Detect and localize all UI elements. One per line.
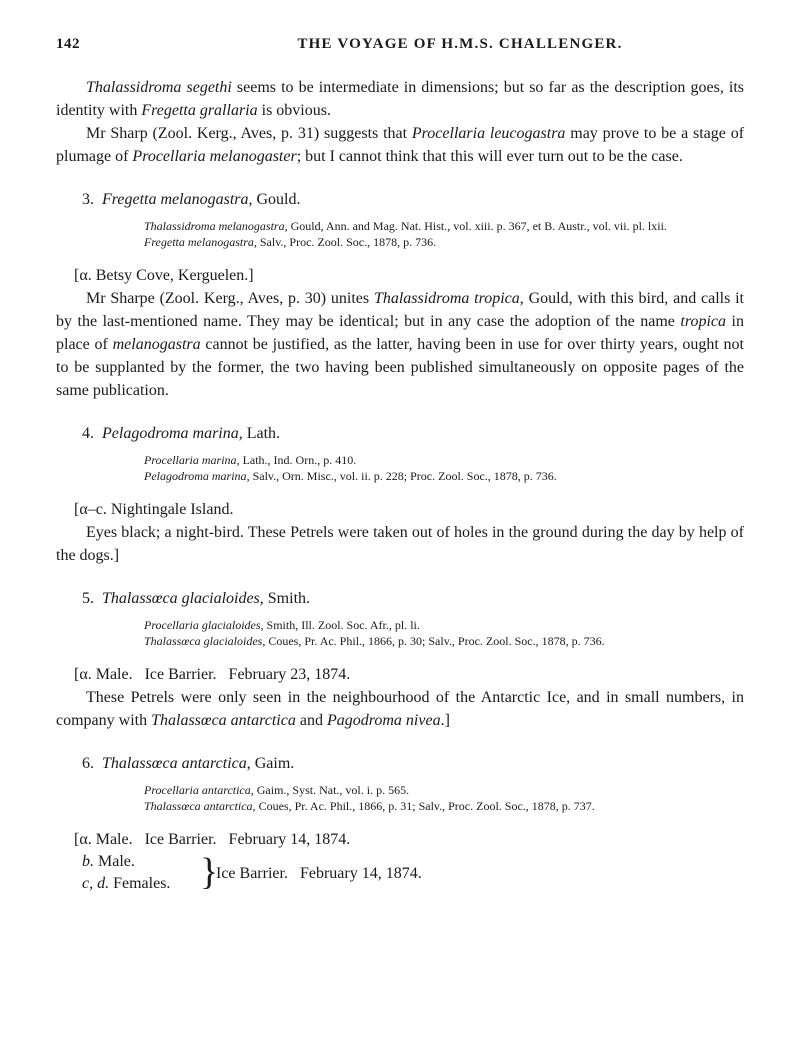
species-1-ref-0-run-0: Procellaria marina [144,453,237,467]
species-entry [56,402,744,567]
reference-line [144,218,744,234]
species-0-note-0-run-1: Thalassidroma tropica [373,290,520,307]
reference-line [144,452,744,468]
reference-line [144,468,744,484]
species-entry [56,567,744,732]
intro-paragraph-1 [56,76,744,122]
synonymy-references [144,452,744,484]
reference-line [144,234,744,250]
brace-right-text: Ice Barrier. February 14, 1874. [216,865,422,882]
species-author: , Gaim. [246,755,295,772]
species-2-ref-1-run-0: Thalassœca glacialoides [144,634,263,648]
species-note [56,686,744,732]
synonymy-references [144,617,744,649]
intro-p1-run-2: Fregetta grallaria [141,102,258,119]
species-name: Thalassœca antarctica [102,755,247,772]
species-2-ref-0-run-0: Procellaria glacialoides [144,618,261,632]
species-0-note-0-run-3: tropica [680,313,727,330]
species-3-ref-0-run-1: , Gaim., Syst. Nat., vol. i. p. 565. [250,783,410,797]
species-0-ref-0-run-1: , Gould, Ann. and Mag. Nat. Hist., vol. xiii. p. 367, et B. Austr., vol. vii. pl. lxii. [284,219,667,233]
species-number: 5. [82,590,94,607]
species-2-note-0-run-1: Thalassœca antarctica [151,712,296,729]
intro-p2-run-1: Procellaria leucogastra [411,125,566,142]
species-author: , Lath. [238,425,281,442]
species-1-ref-0-run-1: , Lath., Ind. Orn., p. 410. [236,453,357,467]
species-0-note-0-run-2: , Gould, with this bird, and calls it by the last-mentioned name. They may be identical; but in any case the adoption of the name [56,290,744,330]
species-2-note-0-run-0: These Petrels were only seen in the neighbourhood of the Antarctic Ice, and in small numbers, in company with [56,689,744,729]
species-author: , Smith. [259,590,311,607]
intro-p1-run-1: seems to be intermediate in dimensions; but so far as the description goes, its identity with [56,79,745,119]
specimen-cd-label: c, d. [82,875,110,892]
species-name: Thalassœca glacialoides [102,590,260,607]
species-heading [82,422,744,446]
species-heading [82,752,744,776]
species-name: Fregetta melanogastra [102,191,249,208]
species-2-note-0-run-3: Pagodroma nivea [326,712,441,729]
intro-p2-run-2: may prove to be a stage of plumage of [56,125,745,165]
species-2-note-0-run-4: .] [440,712,450,729]
intro-p2-run-3: Procellaria melanogaster [132,148,297,165]
synonymy-references [144,782,744,814]
species-number: 6. [82,755,94,772]
running-head: THE VOYAGE OF H.M.S. CHALLENGER. [297,36,623,52]
reference-line [144,798,744,814]
page-body [56,76,744,897]
page-header [56,36,744,58]
specimen-line: [α–c. Nightingale Island. [74,501,234,518]
species-author: , Gould. [248,191,301,208]
synonymy-references [144,218,744,250]
page-number: 142 [56,36,80,52]
species-0-note-0-run-5: melanogastra [112,336,201,353]
species-1-ref-1-run-1: , Salv., Orn. Misc., vol. ii. p. 228; Proc. Zool. Soc., 1878, p. 736. [246,469,557,483]
species-list [56,168,744,851]
species-heading [82,587,744,611]
specimen-cd-text: Females. [113,875,171,892]
species-number: 4. [82,425,94,442]
species-2-ref-1-run-1: , Coues, Pr. Ac. Phil., 1866, p. 30; Salv., Proc. Zool. Soc., 1878, p. 736. [262,634,605,648]
intro-paragraph-2 [56,122,744,168]
species-2-note-0-run-2: and [295,712,327,729]
specimen-brace-group [82,851,744,897]
species-0-ref-0-run-0: Thalassidroma melanogastra [144,219,285,233]
species-1-note-0-run-0: Eyes black; a night-bird. These Petrels were taken out of holes in the ground during the day by help of the dogs.] [56,524,744,564]
specimen-line: [α. Betsy Cove, Kerguelen.] [74,267,254,284]
species-number: 3. [82,191,94,208]
species-0-note-0-run-6: cannot be justified, as the latter, having been in use for over thirty years, ought not to be supplanted by the former, the two having been published simultaneously on opposite pages of the same publication. [56,336,745,399]
species-0-ref-1-run-1: , Salv., Proc. Zool. Soc., 1878, p. 736. [253,235,437,249]
species-note [56,521,744,567]
intro-p2-run-4: ; but I cannot think that this will ever turn out to be the case. [296,148,683,165]
species-3-ref-1-run-1: , Coues, Pr. Ac. Phil., 1866, p. 31; Salv., Proc. Zool. Soc., 1878, p. 737. [252,799,595,813]
species-3-ref-0-run-0: Procellaria antarctica [144,783,251,797]
species-0-ref-1-run-0: Fregetta melanogastra [144,235,254,249]
species-3-ref-1-run-0: Thalassœca antarctica [144,799,253,813]
specimen-b-label: b. [82,853,94,870]
species-heading [82,188,744,212]
specimen-line: [α. Male. Ice Barrier. February 23, 1874. [74,666,351,683]
intro-p1-run-3: is obvious. [257,102,331,119]
species-0-note-0-run-0: Mr Sharpe (Zool. Kerg., Aves, p. 30) unites [86,290,374,307]
species-2-ref-0-run-1: , Smith, Ill. Zool. Soc. Afr., pl. li. [260,618,420,632]
species-0-note-0-run-4: in place of [56,313,744,353]
curly-brace: } [200,851,219,893]
reference-line [144,782,744,798]
species-note [56,287,744,402]
specimen-line: [α. Male. Ice Barrier. February 14, 1874. [74,831,351,848]
species-name: Pelagodroma marina [102,425,239,442]
intro-p1-run-0: Thalassidroma segethi [86,79,232,96]
species-entry [56,168,744,402]
brace-left-lines [82,851,170,895]
intro-p2-run-0: Mr Sharp (Zool. Kerg., Aves, p. 31) suggests that [86,125,412,142]
specimen-b-text: Male. [98,853,135,870]
reference-line [144,633,744,649]
species-1-ref-1-run-0: Pelagodroma marina [144,469,247,483]
species-entry [56,732,744,851]
reference-line [144,617,744,633]
